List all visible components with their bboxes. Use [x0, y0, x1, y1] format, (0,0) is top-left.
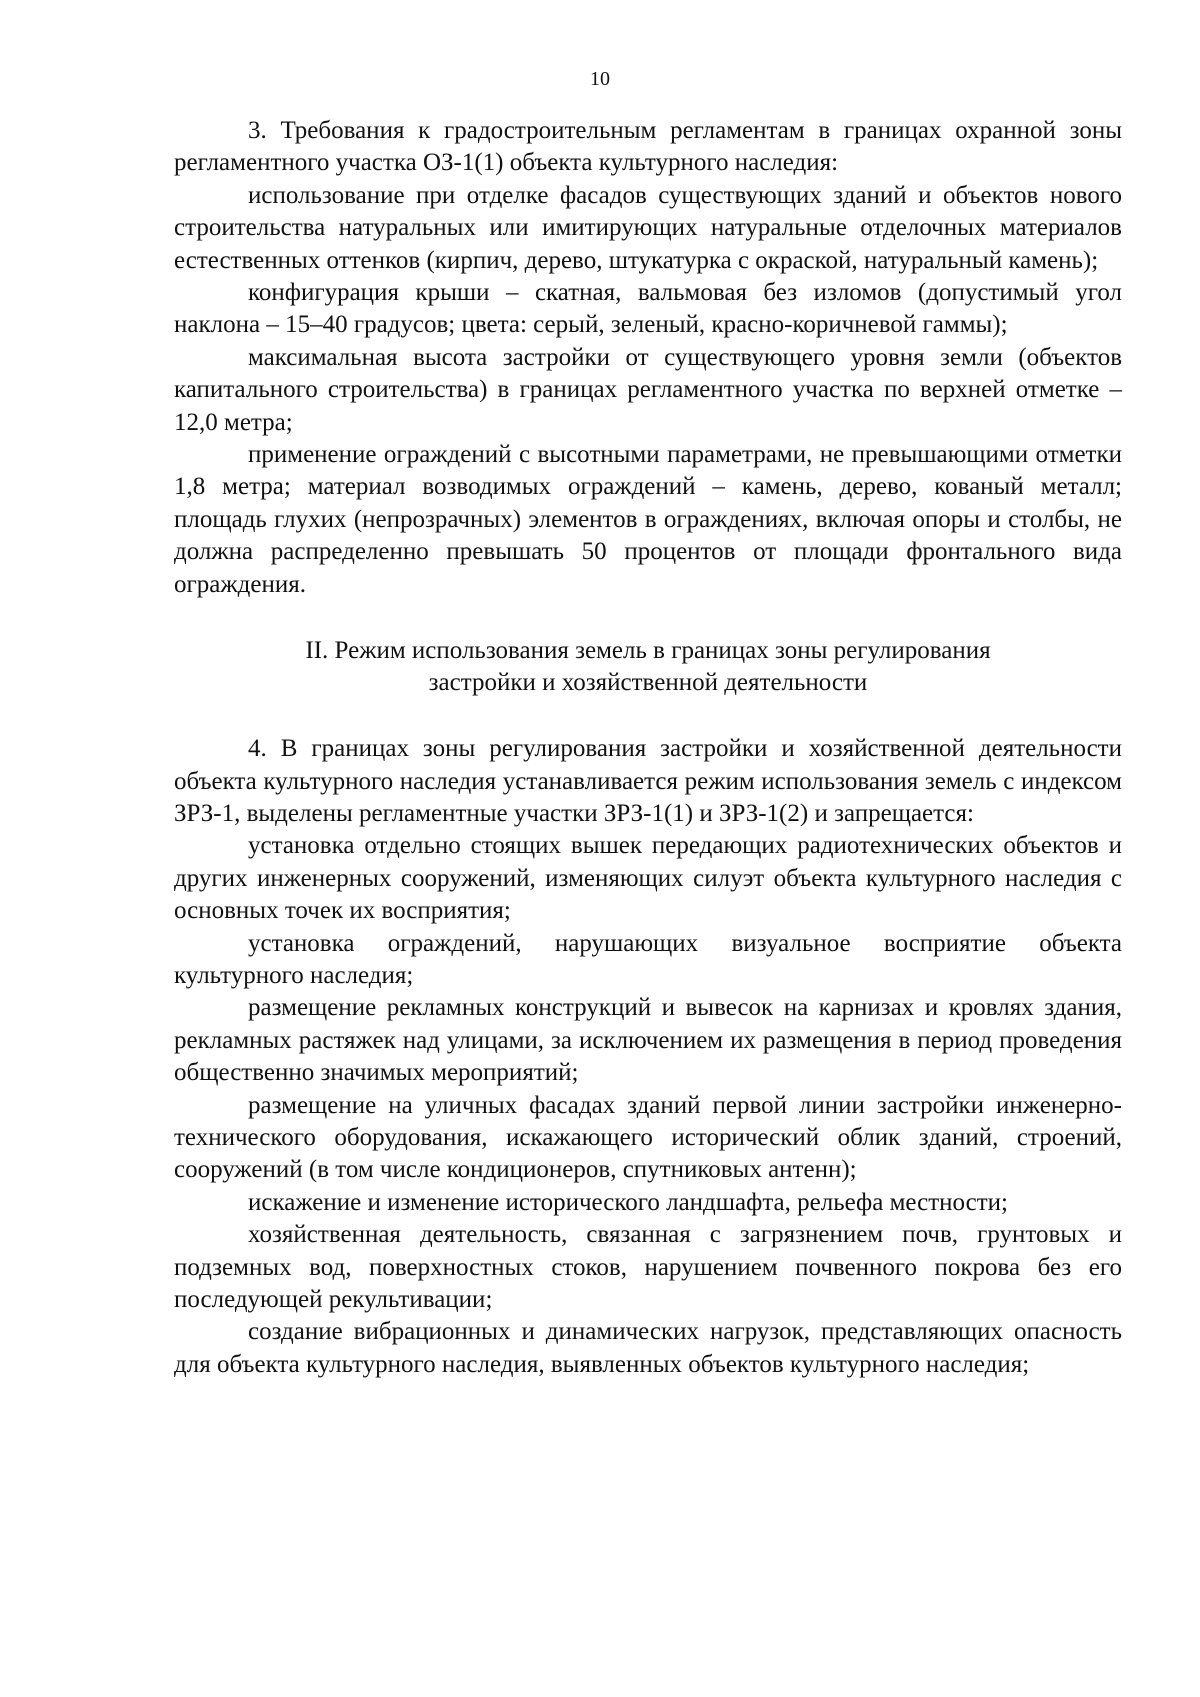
- page-number: 10: [590, 68, 610, 90]
- section-4-intro: 4. В границах зоны регулирования застройки и хозяйственной деятельности объекта культурного наследия устанавливается режим использования земель с индексом ЗРЗ-1, выделены регламентные участки ЗРЗ-1(1) и ЗРЗ-1(2) и запрещается:: [174, 735, 1122, 827]
- section-heading-line-1: II. Режим использования земель в границах зоны регулирования: [305, 637, 991, 665]
- section-heading: [174, 635, 1122, 699]
- section-3-item-roof-configuration: конфигурация крыши – скатная, вальмовая без изломов (допустимый угол наклона – 15–40 градусов; цвета: серый, зеленый, красно-коричневой гаммы);: [174, 279, 1122, 339]
- section-heading-line-2: застройки и хозяйственной деятельности: [428, 669, 868, 697]
- section-4-item-vibration: создание вибрационных и динамических нагрузок, представляющих опасность для объекта культурного наследия, выявленных объектов культурного наследия;: [174, 1318, 1122, 1378]
- section-4-item-engineering-equipment: размещение на уличных фасадах зданий первой линии застройки инженерно-технического оборудования, искажающего исторический облик зданий, строений, сооружений (в том числе кондиционеров, спутниковых антенн);: [174, 1091, 1122, 1184]
- section-3-item-fences: применение ограждений с высотными параметрами, не превышающими отметки 1,8 метра; материал возводимых ограждений – камень, дерево, кованый металл; площадь глухих (непрозрачных) элементов в ограждениях, включая опоры и столбы, не должна распределенно превышать 50 процентов от площади фронтального вида ограждения.: [174, 441, 1122, 598]
- section-4-item-towers: установка отдельно стоящих вышек передающих радиотехнических объектов и других инженерных сооружений, изменяющих силуэт объекта культурного наследия с основных точек их восприятия;: [174, 832, 1122, 925]
- section-4-item-fences: установка ограждений, нарушающих визуальное восприятие объекта культурного наследия;: [174, 929, 1122, 989]
- section-4-item-advertising: размещение рекламных конструкций и вывесок на карнизах и кровлях здания, рекламных растяжек над улицами, за исключением их размещения в период проведения общественно значимых мероприятий;: [174, 994, 1122, 1087]
- document-body: [174, 115, 1122, 1381]
- section-4-item-landscape: искажение и изменение исторического ландшафта, рельефа местности;: [248, 1188, 1008, 1216]
- section-3-item-facade-finishing: использование при отделке фасадов существующих зданий и объектов нового строительства натуральных или имитирующих натуральные отделочных материалов естественных оттенков (кирпич, дерево, штукатурка с окраской, натуральный камень);: [174, 181, 1122, 274]
- section-4-item-pollution: хозяйственная деятельность, связанная с загрязнением почв, грунтовых и подземных вод, поверхностных стоков, нарушением почвенного покрова без его последующей рекультивации;: [174, 1221, 1122, 1313]
- section-3-item-max-height: максимальная высота застройки от существующего уровня земли (объектов капитального строительства) в границах регламентного участка по верхней отметке – 12,0 метра;: [174, 343, 1122, 436]
- section-3-intro: 3. Требования к градостроительным регламентам в границах охранной зоны регламентного участка ОЗ-1(1) объекта культурного наследия:: [174, 117, 1122, 177]
